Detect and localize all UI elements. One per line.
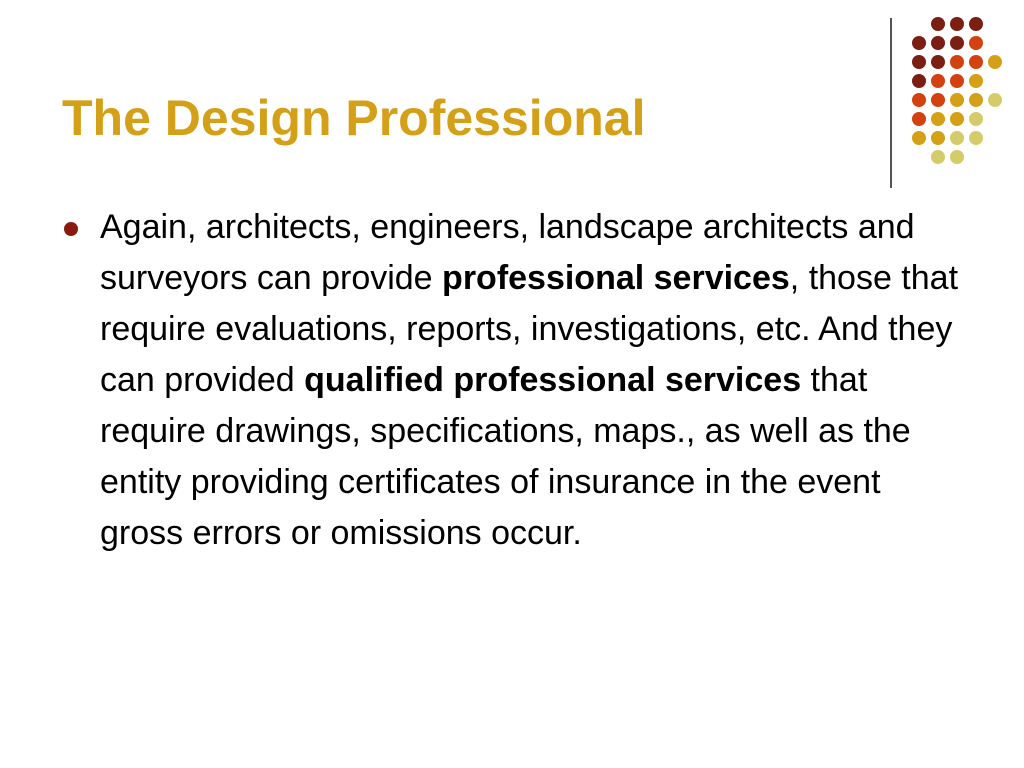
decorative-dot <box>912 93 926 107</box>
decorative-dot <box>969 55 983 69</box>
decorative-dot <box>950 55 964 69</box>
decorative-dot <box>950 131 964 145</box>
bullet-emphasis: professional services <box>442 259 790 297</box>
decorative-dot <box>969 74 983 88</box>
decorative-dot <box>950 112 964 126</box>
decorative-dot <box>912 131 926 145</box>
decorative-dot <box>969 17 983 31</box>
slide-body <box>62 202 962 559</box>
decorative-dot <box>931 74 945 88</box>
decorative-dot <box>950 17 964 31</box>
decorative-dot <box>969 112 983 126</box>
decorative-dot <box>931 17 945 31</box>
decorative-dot <box>950 74 964 88</box>
decorative-dot <box>931 131 945 145</box>
decorative-dot <box>931 55 945 69</box>
decorative-dot <box>988 93 1002 107</box>
decorative-dot <box>912 74 926 88</box>
bullet-text-segment: , those that require evaluations, reports, investigations, etc. And they can provided <box>100 259 959 399</box>
bullet-item <box>62 202 962 559</box>
decorative-dot <box>912 36 926 50</box>
bullet-text-segment: that require drawings, specifications, maps., as well as the entity providing certificates of insurance in the event gross errors or omissions occur. <box>100 361 911 552</box>
decorative-dot <box>988 55 1002 69</box>
decorative-dot <box>912 112 926 126</box>
bullet-text <box>100 202 962 559</box>
decorative-dot <box>969 36 983 50</box>
decorative-dot <box>931 150 945 164</box>
decorative-dot <box>950 150 964 164</box>
bullet-dot-icon <box>64 222 78 236</box>
decorative-dot <box>931 93 945 107</box>
decorative-dot <box>931 36 945 50</box>
decorative-dot <box>931 112 945 126</box>
bullet-text-segment: Again, architects, engineers, landscape architects and surveyors can provide <box>100 208 915 297</box>
vertical-divider <box>890 18 892 188</box>
bullet-emphasis: qualified professional services <box>304 361 802 399</box>
decorative-dot <box>950 93 964 107</box>
decorative-dot <box>950 36 964 50</box>
decorative-dot <box>969 131 983 145</box>
decorative-dot <box>912 55 926 69</box>
decorative-dot <box>969 93 983 107</box>
slide-title: The Design Professional <box>62 90 646 146</box>
